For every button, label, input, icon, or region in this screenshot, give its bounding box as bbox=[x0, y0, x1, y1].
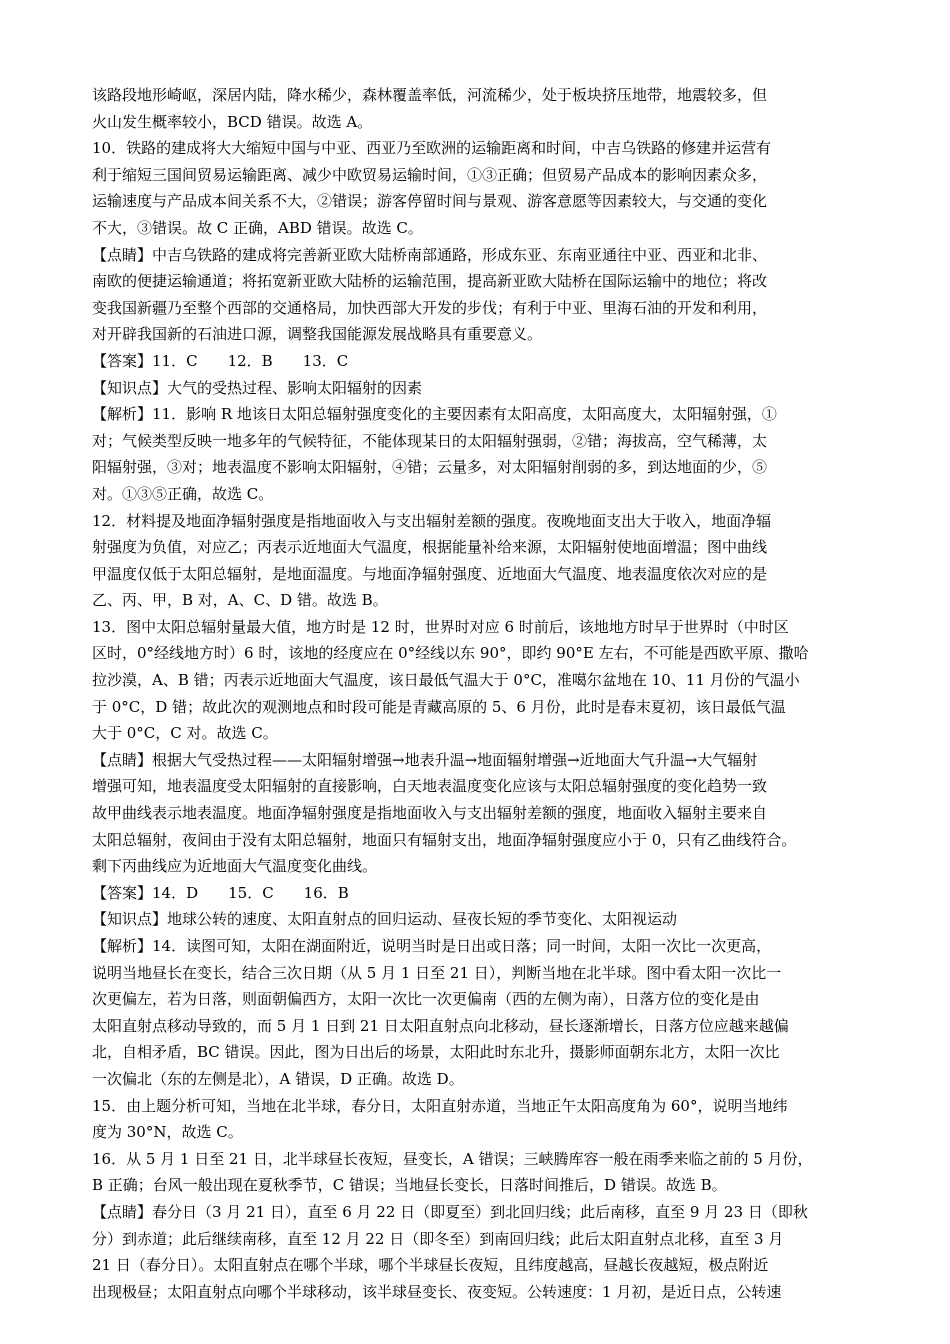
text-line: 13．图中太阳总辐射量最大值，地方时是 12 时，世界时对应 6 时前后，该地地方时早于世界时（中时区 bbox=[92, 617, 789, 636]
text-line: 对；气候类型反映一地多年的气候特征，不能体现某日的太阳辐射强弱，②错；海拔高，空气稀薄，太 bbox=[92, 431, 768, 450]
text-line: 乙、丙、甲，B 对，A、C、D 错。故选 B。 bbox=[92, 591, 388, 610]
text-line: 故甲曲线表示地表温度。地面净辐射强度是指地面收入与支出辐射差额的强度，地面收入辐射主要来自 bbox=[92, 804, 768, 823]
text-line: B 正确；台风一般出现在夏秋季节，C 错误；当地昼长变长，日落时间推后，D 错误。故选 B。 bbox=[92, 1176, 727, 1195]
text-line: 运输速度与产品成本间关系不大，②错误；游客停留时间与景观、游客意愿等因素较大，与交通的变化 bbox=[92, 192, 768, 211]
text-line: 阳辐射强，③对；地表温度不影响太阳辐射，④错；云量多，对太阳辐射削弱的多，到达地面的少，⑤ bbox=[92, 458, 768, 477]
text-line: 北，自相矛盾，BC 错误。因此，图为日出后的场景，太阳此时东北升，摄影师面朝东北方，太阳一次比 bbox=[92, 1043, 780, 1062]
text-line: 火山发生概率较小，BCD 错误。故选 A。 bbox=[92, 112, 373, 131]
text-line: 增强可知，地表温度受太阳辐射的直接影响，白天地表温度变化应该与太阳总辐射强度的变化趋势一致 bbox=[92, 777, 768, 796]
text-line: 出现极昼；太阳直射点向哪个半球移动，该半球昼变长、夜变短。公转速度：1 月初，是近日点，公转速 bbox=[92, 1282, 782, 1301]
text-line: 甲温度仅低于太阳总辐射，是地面温度。与地面净辐射强度、近地面大气温度、地表温度依次对应的是 bbox=[92, 564, 768, 583]
text-line: 【点睛】中吉乌铁路的建成将完善新亚欧大陆桥南部通路，形成东亚、东南亚通往中亚、西亚和北非、 bbox=[92, 245, 768, 264]
text-line: 【点睛】春分日（3 月 21 日），直至 6 月 22 日（即夏至）到北回归线；此后南移，直至 9 月 23 日（即秋 bbox=[92, 1202, 808, 1221]
text-line: 【点睛】根据大气受热过程——太阳辐射增强→地表升温→地面辐射增强→近地面大气升温→大气辐射 bbox=[92, 750, 758, 769]
text-line: 太阳总辐射，夜间由于没有太阳总辐射，地面只有辐射支出，地面净辐射强度应小于 0，只有乙曲线符合。 bbox=[92, 830, 797, 849]
text-line: 【解析】11．影响 R 地该日太阳总辐射强度变化的主要因素有太阳高度，太阳高度大，太阳辐射强，① bbox=[92, 405, 777, 424]
text-line: 12．材料提及地面净辐射强度是指地面收入与支出辐射差额的强度。夜晚地面支出大于收入，地面净辐 bbox=[92, 511, 772, 530]
text-line: 拉沙漠，A、B 错；丙表示近地面大气温度，该日最低气温大于 0°C，准噶尔盆地在 10、11 月份的气温小 bbox=[92, 671, 800, 690]
text-line: 对。①③⑤正确，故选 C。 bbox=[92, 484, 274, 503]
text-line: 利于缩短三国间贸易运输距离、减少中欧贸易运输时间，①③正确；但贸易产品成本的影响因素众多， bbox=[92, 165, 768, 184]
text-line: 对开辟我国新的石油进口源，调整我国能源发展战略具有重要意义。 bbox=[92, 325, 543, 344]
text-line: 区时，0°经线地方时）6 时，该地的经度应在 0°经线以东 90°，即约 90°E 左右，不可能是西欧平原、撒哈 bbox=[92, 644, 809, 663]
text-line: 该路段地形崎岖，深居内陆，降水稀少，森林覆盖率低，河流稀少，处于板块挤压地带，地震较多，但 bbox=[92, 86, 768, 104]
text-line: 分）到赤道；此后继续南移，直至 12 月 22 日（即冬至）到南回归线；此后太阳直射点北移，直至 3 月 bbox=[92, 1229, 784, 1248]
text-line: 度为 30°N，故选 C。 bbox=[92, 1123, 243, 1142]
text-line: 10．铁路的建成将大大缩短中国与中亚、西亚乃至欧洲的运输距离和时间，中吉乌铁路的修建并运营有 bbox=[92, 139, 772, 158]
text-line: 不大，③错误。故 C 正确，ABD 错误。故选 C。 bbox=[92, 218, 423, 237]
text-line: 变我国新疆乃至整个西部的交通格局，加快西部大开发的步伐；有利于中亚、里海石油的开发和利用， bbox=[92, 298, 768, 317]
answer-line: 【答案】14．D 15．C 16．B bbox=[92, 883, 349, 902]
text-line: 一次偏北（东的左侧是北），A 错误，D 正确。故选 D。 bbox=[92, 1069, 464, 1088]
answer-line: 【答案】11．C 12．B 13．C bbox=[92, 351, 349, 370]
text-line: 16．从 5 月 1 日至 21 日，北半球昼长夜短，昼变长，A 错误；三峡腾库容一般在雨季来临之前的 5 月份， bbox=[92, 1149, 813, 1168]
text-line: 21 日（春分日）。太阳直射点在哪个半球，哪个半球昼长夜短，且纬度越高，昼越长夜越短，极点附近 bbox=[92, 1256, 769, 1275]
text-line: 射强度为负值，对应乙；丙表示近地面大气温度，根据能量补给来源，太阳辐射使地面增温；图中曲线 bbox=[92, 538, 768, 557]
text-line: 于 0°C，D 错；故此次的观测地点和时段可能是青藏高原的 5、6 月份，此时是春末夏初，该日最低气温 bbox=[92, 697, 786, 716]
text-line: 次更偏左，若为日落，则面朝偏西方，太阳一次比一次更偏南（西的左侧为南），日落方位的变化是由 bbox=[92, 990, 760, 1009]
text-line: 太阳直射点移动导致的，而 5 月 1 日到 21 日太阳直射点向北移动，昼长逐渐增长，日落方位应越来越偏 bbox=[92, 1016, 789, 1035]
text-line: 15．由上题分析可知，当地在北半球，春分日，太阳直射赤道，当地正午太阳高度角为 60°，说明当地纬 bbox=[92, 1096, 788, 1115]
text-line: 剩下丙曲线应为近地面大气温度变化曲线。 bbox=[92, 857, 378, 876]
document-page bbox=[92, 82, 868, 1305]
text-line: 南欧的便捷运输通道；将拓宽新亚欧大陆桥的运输范围，提高新亚欧大陆桥在国际运输中的地位；将改 bbox=[92, 272, 768, 291]
text-line: 说明当地昼长在变长，结合三次日期（从 5 月 1 日至 21 日），判断当地在北半球。图中看太阳一次比一 bbox=[92, 963, 782, 982]
text-line: 大于 0°C，C 对。故选 C。 bbox=[92, 724, 278, 743]
text-line: 【解析】14．读图可知，太阳在湖面附近，说明当时是日出或日落；同一时间，太阳一次比一次更高， bbox=[92, 937, 772, 955]
knowledge-point-line: 【知识点】地球公转的速度、太阳直射点的回归运动、昼夜长短的季节变化、太阳视运动 bbox=[92, 910, 678, 929]
knowledge-point-line: 【知识点】大气的受热过程、影响太阳辐射的因素 bbox=[92, 378, 423, 397]
